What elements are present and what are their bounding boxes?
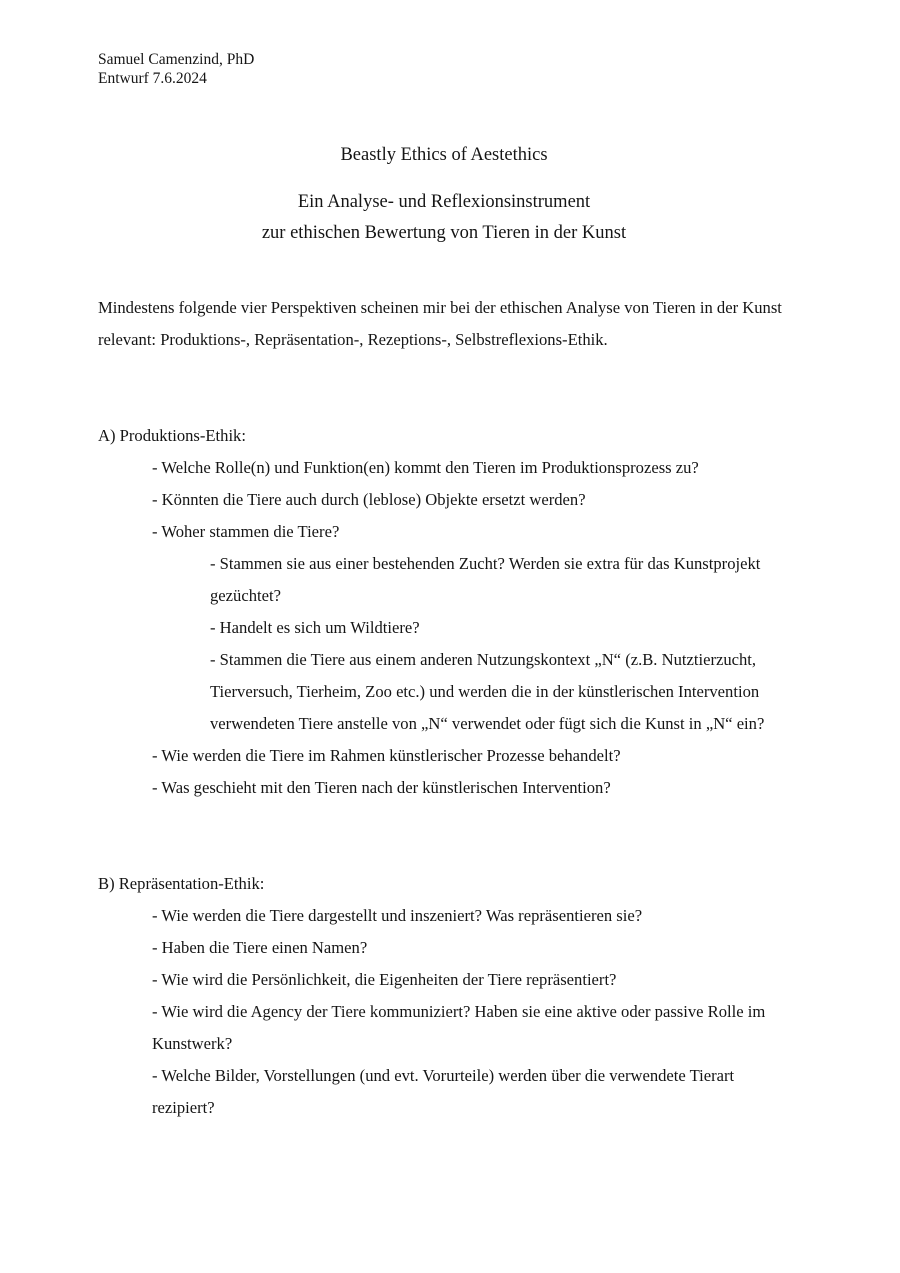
section-a-item-4: - Wie werden die Tiere im Rahmen künstlerischer Prozesse behandelt? bbox=[152, 746, 621, 765]
title-block bbox=[98, 140, 790, 249]
section-a-subitem-2: - Handelt es sich um Wildtiere? bbox=[210, 618, 420, 637]
document-subtitle-line-2: zur ethischen Bewertung von Tieren in der Kunst bbox=[261, 223, 627, 243]
section-a bbox=[98, 420, 793, 804]
section-b bbox=[98, 868, 793, 1124]
section-b-item-3: - Wie wird die Persönlichkeit, die Eigenheiten der Tiere repräsentiert? bbox=[152, 970, 617, 989]
section-b-item-4: - Wie wird die Agency der Tiere kommuniziert? Haben sie eine aktive oder passive Rolle im Kunstwerk? bbox=[152, 1002, 766, 1053]
section-a-item-1: - Welche Rolle(n) und Funktion(en) kommt den Tieren im Produktionsprozess zu? bbox=[152, 458, 699, 477]
document-body bbox=[98, 292, 793, 1124]
section-a-item-5: - Was geschieht mit den Tieren nach der künstlerischen Intervention? bbox=[152, 778, 611, 797]
intro-paragraph: Mindestens folgende vier Perspektiven scheinen mir bei der ethischen Analyse von Tieren in der Kunst relevant: Produktions-, Repräsentation-, Rezeptions-, Selbstreflexions-Ethik. bbox=[98, 298, 782, 349]
section-a-item-2: - Könnten die Tiere auch durch (leblose) Objekte ersetzt werden? bbox=[152, 490, 586, 509]
section-b-heading: B) Repräsentation-Ethik: bbox=[98, 874, 265, 893]
section-a-heading: A) Produktions-Ethik: bbox=[98, 426, 246, 445]
section-a-subitem-1: - Stammen sie aus einer bestehenden Zucht? Werden sie extra für das Kunstprojekt gezüchtet? bbox=[210, 554, 761, 605]
author-name: Samuel Camenzind, PhD bbox=[98, 51, 255, 68]
section-spacer bbox=[98, 356, 793, 420]
section-b-item-2: - Haben die Tiere einen Namen? bbox=[152, 938, 368, 957]
document-header bbox=[98, 50, 254, 88]
draft-date: Entwurf 7.6.2024 bbox=[98, 70, 207, 87]
section-b-item-5: - Welche Bilder, Vorstellungen (und evt. Vorurteile) werden über die verwendete Tierart rezipiert? bbox=[152, 1066, 735, 1117]
section-a-item-3: - Woher stammen die Tiere? bbox=[152, 522, 340, 541]
section-b-item-1: - Wie werden die Tiere dargestellt und inszeniert? Was repräsentieren sie? bbox=[152, 906, 643, 925]
section-spacer bbox=[98, 804, 793, 868]
document-subtitle-line-1: Ein Analyse- und Reflexionsinstrument bbox=[297, 192, 591, 212]
document-title: Beastly Ethics of Aestethics bbox=[340, 145, 548, 165]
section-a-subitem-3: - Stammen die Tiere aus einem anderen Nutzungskontext „N“ (z.B. Nutztierzucht, Tierversuch, Tierheim, Zoo etc.) und werden die in der künstlerischen Intervention verwendeten Tiere anstelle von „N“ verwendet oder fügt sich die Kunst in „N“ ein? bbox=[210, 650, 765, 733]
